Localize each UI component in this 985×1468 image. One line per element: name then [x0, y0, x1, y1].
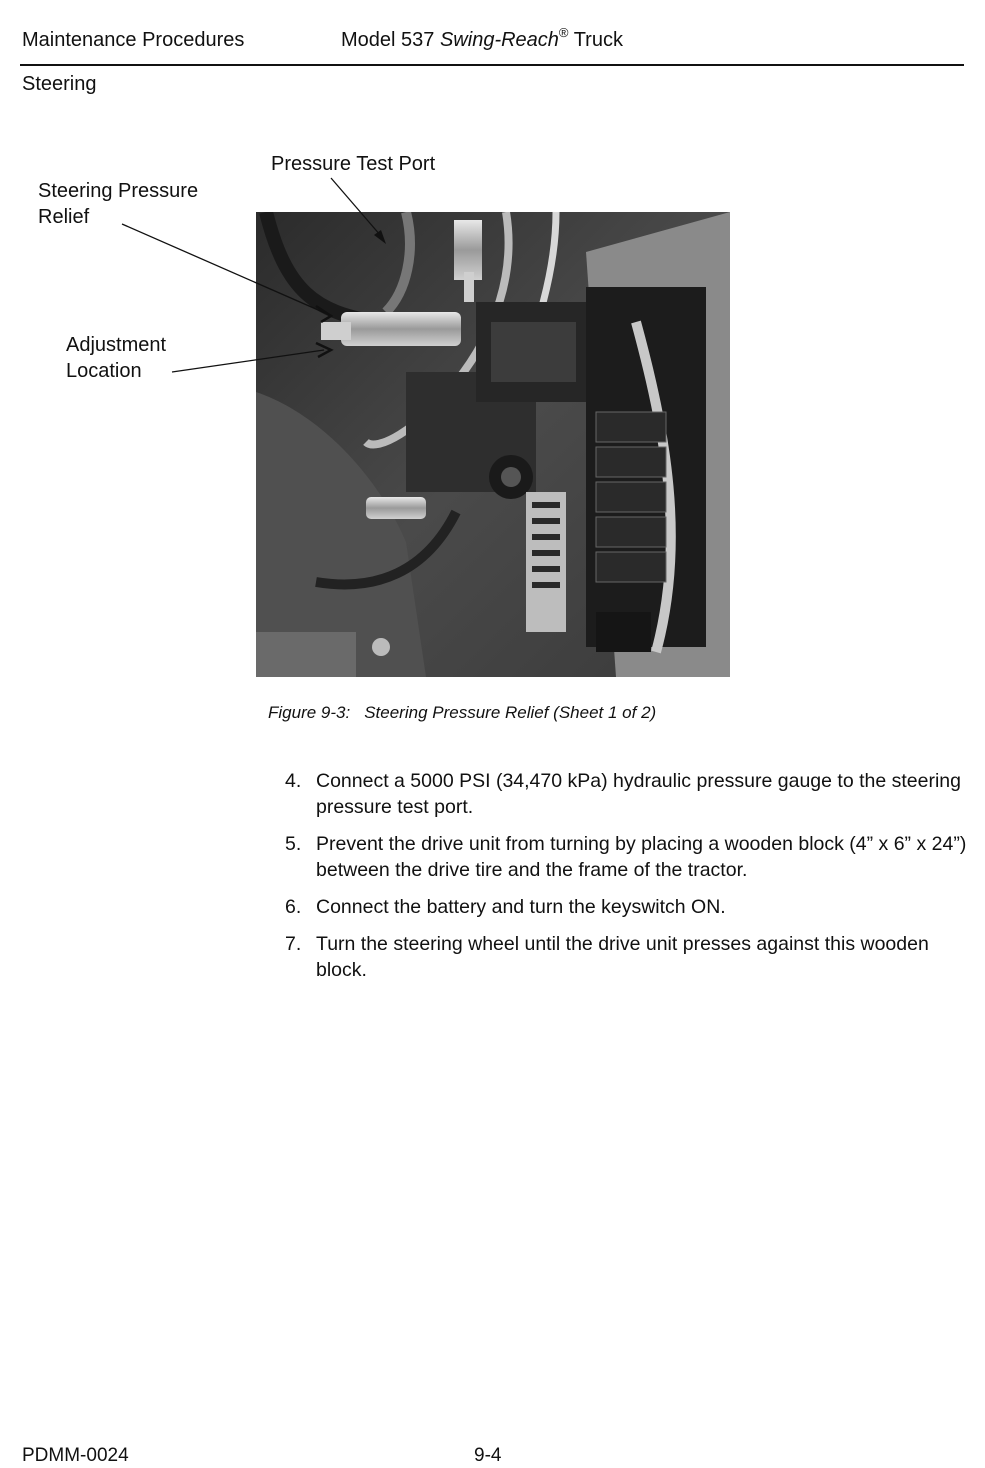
header-model-prefix: Model 537: [341, 29, 440, 51]
callout-steering-pressure-relief: [38, 178, 198, 230]
steering-valve-photo: [256, 212, 730, 677]
callout-adjustment-location: [66, 332, 166, 384]
step-text: Prevent the drive unit from turning by placing a wooden block (4” x 6” x 24”) between the drive tire and the frame of the tractor.: [316, 833, 967, 881]
header-model-name: Swing-Reach: [439, 29, 559, 51]
figure-caption: [268, 702, 656, 724]
page-number: 9-4: [474, 1445, 502, 1466]
list-item: [285, 831, 975, 883]
callout-relief-line1: Steering Pressure: [38, 180, 199, 202]
list-item: [285, 768, 975, 820]
list-item: [285, 931, 975, 983]
step-text: Connect the battery and turn the keyswitch ON.: [316, 896, 726, 918]
step-number: 5.: [285, 833, 302, 855]
step-text: Turn the steering wheel until the drive unit presses against this wooden block.: [316, 933, 929, 981]
header-rule: [20, 64, 964, 66]
callout-adjust-line2: Location: [66, 360, 142, 382]
header-title: Maintenance Procedures: [22, 29, 245, 51]
step-number: 4.: [285, 770, 302, 792]
figure-caption-text: Steering Pressure Relief (Sheet 1 of 2): [364, 703, 657, 722]
section-title: Steering: [22, 73, 97, 95]
callout-relief-line2: Relief: [38, 206, 90, 228]
figure-caption-label: Figure 9-3:: [268, 703, 351, 722]
step-number: 7.: [285, 933, 302, 955]
list-item: [285, 894, 975, 920]
callout-adjust-line1: Adjustment: [66, 334, 167, 356]
step-number: 6.: [285, 896, 302, 918]
footer-doc-id: PDMM-0024: [22, 1445, 129, 1466]
header-model: [341, 25, 623, 52]
registered-mark: ®: [558, 25, 569, 40]
callout-pressure-test-port: Pressure Test Port: [271, 153, 436, 175]
step-text: Connect a 5000 PSI (34,470 kPa) hydraulic pressure gauge to the steering pressure test port.: [316, 770, 961, 818]
header-model-suffix: Truck: [568, 29, 623, 51]
procedure-steps: [285, 768, 975, 994]
